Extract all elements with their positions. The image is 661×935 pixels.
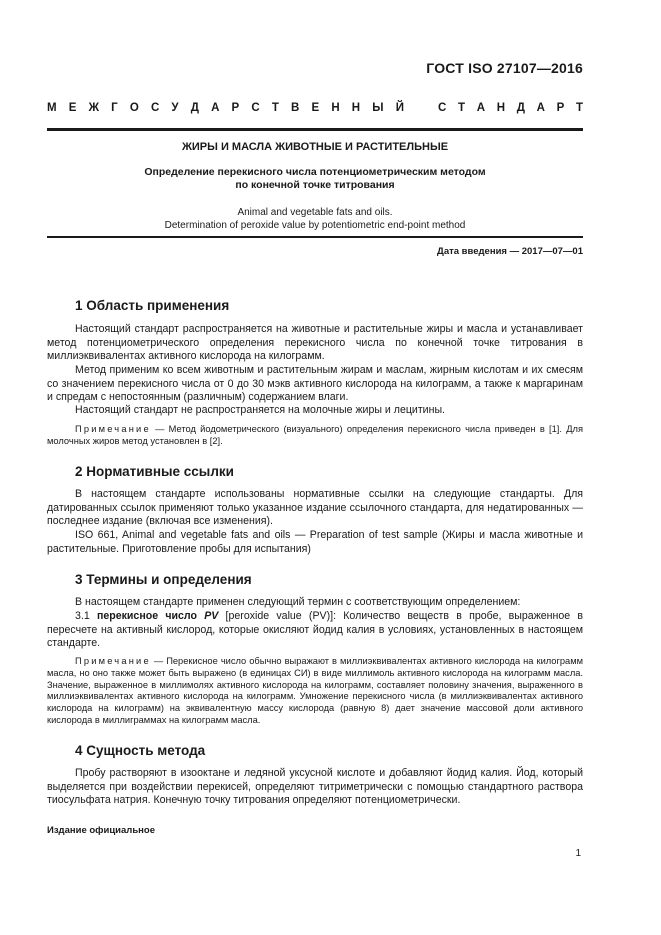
section-1-paragraph-3: Настоящий стандарт не распространяется на молочные жиры и лецитины. — [75, 404, 446, 416]
section-3-term-definition — [47, 610, 583, 651]
heading-letter: Д — [516, 102, 525, 114]
heading-letter: О — [129, 102, 139, 114]
heading-letter: Р — [231, 102, 240, 114]
heading-letter: Г — [111, 102, 118, 114]
page-number: 1 — [575, 848, 581, 859]
section-4-heading: 4 Сущность метода — [75, 743, 206, 758]
section-3-note — [47, 656, 583, 727]
section-4-paragraph-1: Пробу растворяют в изооктане и ледяной уксусной кислоте и добавляют йодид калия. Йод, который выделяется при воздействии перекисей, определяют титриметрически с помощью стандартного раствора тиосульфата натрия. Конечную точку титрования определяют потенциометрически. — [47, 767, 583, 806]
heading-letter: М — [47, 102, 57, 114]
document-subtitle — [47, 166, 583, 192]
note-text: — Перекисное число обычно выражают в миллиэквивалентах активного кислорода на килограмм масла, но оно также может быть выражено (в единицах СИ) в виде миллимоль активного кислорода на килограмм масла. Значение, выраженное в миллимолях активного кислорода на килограмм, составляет половину значения, выраженного в миллиэквивалентах активного кислорода на килограмм. Умножение перекисного числа (в миллиэквивалентах активного кислорода на килограмм) на эквивалентную массу кислорода (равную 8) дает значение массовой доли активного кислорода в миллиграммах на килограмм масла. — [47, 656, 583, 725]
gost-number: ГОСТ ISO 27107—2016 — [426, 60, 583, 76]
term-number: 3.1 — [75, 610, 97, 622]
title-divider — [47, 236, 583, 238]
heading-letter: Ж — [88, 102, 99, 114]
heading-letter: Н — [331, 102, 340, 114]
heading-letter: С — [150, 102, 160, 114]
note-label: Примечание — [75, 424, 151, 434]
heading-letter: Й — [395, 102, 404, 114]
heading-letter: А — [536, 102, 545, 114]
term-name: перекисное число — [96, 610, 205, 622]
heading-letter: Т — [271, 102, 279, 114]
heading-letter: У — [171, 102, 179, 114]
english-title-line-1: Animal and vegetable fats and oils. — [237, 207, 393, 218]
section-2-heading: 2 Нормативные ссылки — [75, 464, 234, 479]
section-1-paragraph-1: Настоящий стандарт распространяется на животные и растительные жиры и масла и устанавливает метод потенциометрического определения перекисного числа по конечной точке титрования в миллиэквивалентах активного кислорода на килограмм. — [47, 323, 583, 362]
heading-letter: Ы — [372, 102, 384, 114]
heading-letter: Н — [496, 102, 506, 114]
heading-letter: В — [291, 102, 300, 114]
heading-letter: Т — [575, 102, 583, 114]
section-1-heading: 1 Область применения — [75, 298, 230, 313]
english-title — [47, 206, 583, 232]
english-title-line-2: Determination of peroxide value by potentiometric end-point method — [164, 220, 466, 231]
subtitle-line-2: по конечной точке титрования — [235, 179, 395, 191]
section-3-paragraph-1: В настоящем стандарте применен следующий термин с соответствующим определением: — [75, 596, 521, 608]
section-2-paragraph-1: В настоящем стандарте использованы нормативные ссылки на следующие стандарты. Для датированных ссылок применяют только указанное издание ссылочного стандарта, для недатированных — последнее издание (включая все изменения). — [47, 488, 583, 527]
header-divider-thick — [47, 128, 583, 131]
heading-letter: Д — [190, 102, 199, 114]
standard-word — [438, 102, 583, 114]
note-label: Примечание — [75, 656, 151, 666]
section-3-heading: 3 Термины и определения — [75, 572, 252, 587]
term-abbreviation: PV — [204, 610, 219, 622]
term-rest: [peroxide value (PV)]: Количество веществ в пробе, выраженное в пересчете на активный кислород, которые окисляют йодид калия в условиях, установленных в настоящем стандарте. — [47, 610, 584, 649]
heading-letter: Т — [458, 102, 466, 114]
interstate-word — [47, 102, 404, 114]
heading-letter: Е — [68, 102, 77, 114]
introduction-date: Дата введения — 2017—07—01 — [437, 246, 583, 257]
heading-letter: Н — [351, 102, 361, 114]
heading-letter: А — [211, 102, 220, 114]
note-text: — Метод йодометрического (визуального) определения перекисного числа приведен в [1]. Для молочных жиров метод установлен в [2]. — [47, 424, 583, 446]
heading-letter: Е — [311, 102, 320, 114]
heading-letter: С — [251, 102, 260, 114]
section-2-paragraph-2: ISO 661, Animal and vegetable fats and oils — Preparation of test sample (Жиры и масла животные и растительные. Приготовление пробы для испытания) — [47, 529, 583, 555]
section-1-paragraph-2: Метод применим ко всем животным и растительным жирам и маслам, жирным кислотам и их смесям со значением перекисного числа от 0 до 30 мэкв активного кислорода на килограмм, а также к маргаринам и спредам с непостоянным (различным) содержанием влаги. — [47, 364, 583, 403]
section-1-note — [47, 424, 583, 448]
heading-letter: С — [438, 102, 447, 114]
standard-type-heading — [47, 101, 583, 115]
heading-letter: А — [476, 102, 486, 114]
official-edition-label: Издание официальное — [47, 825, 155, 836]
subtitle-line-1: Определение перекисного числа потенциометрическим методом — [144, 166, 486, 178]
document-title: ЖИРЫ И МАСЛА ЖИВОТНЫЕ И РАСТИТЕЛЬНЫЕ — [181, 141, 449, 153]
heading-letter: Р — [556, 102, 565, 114]
